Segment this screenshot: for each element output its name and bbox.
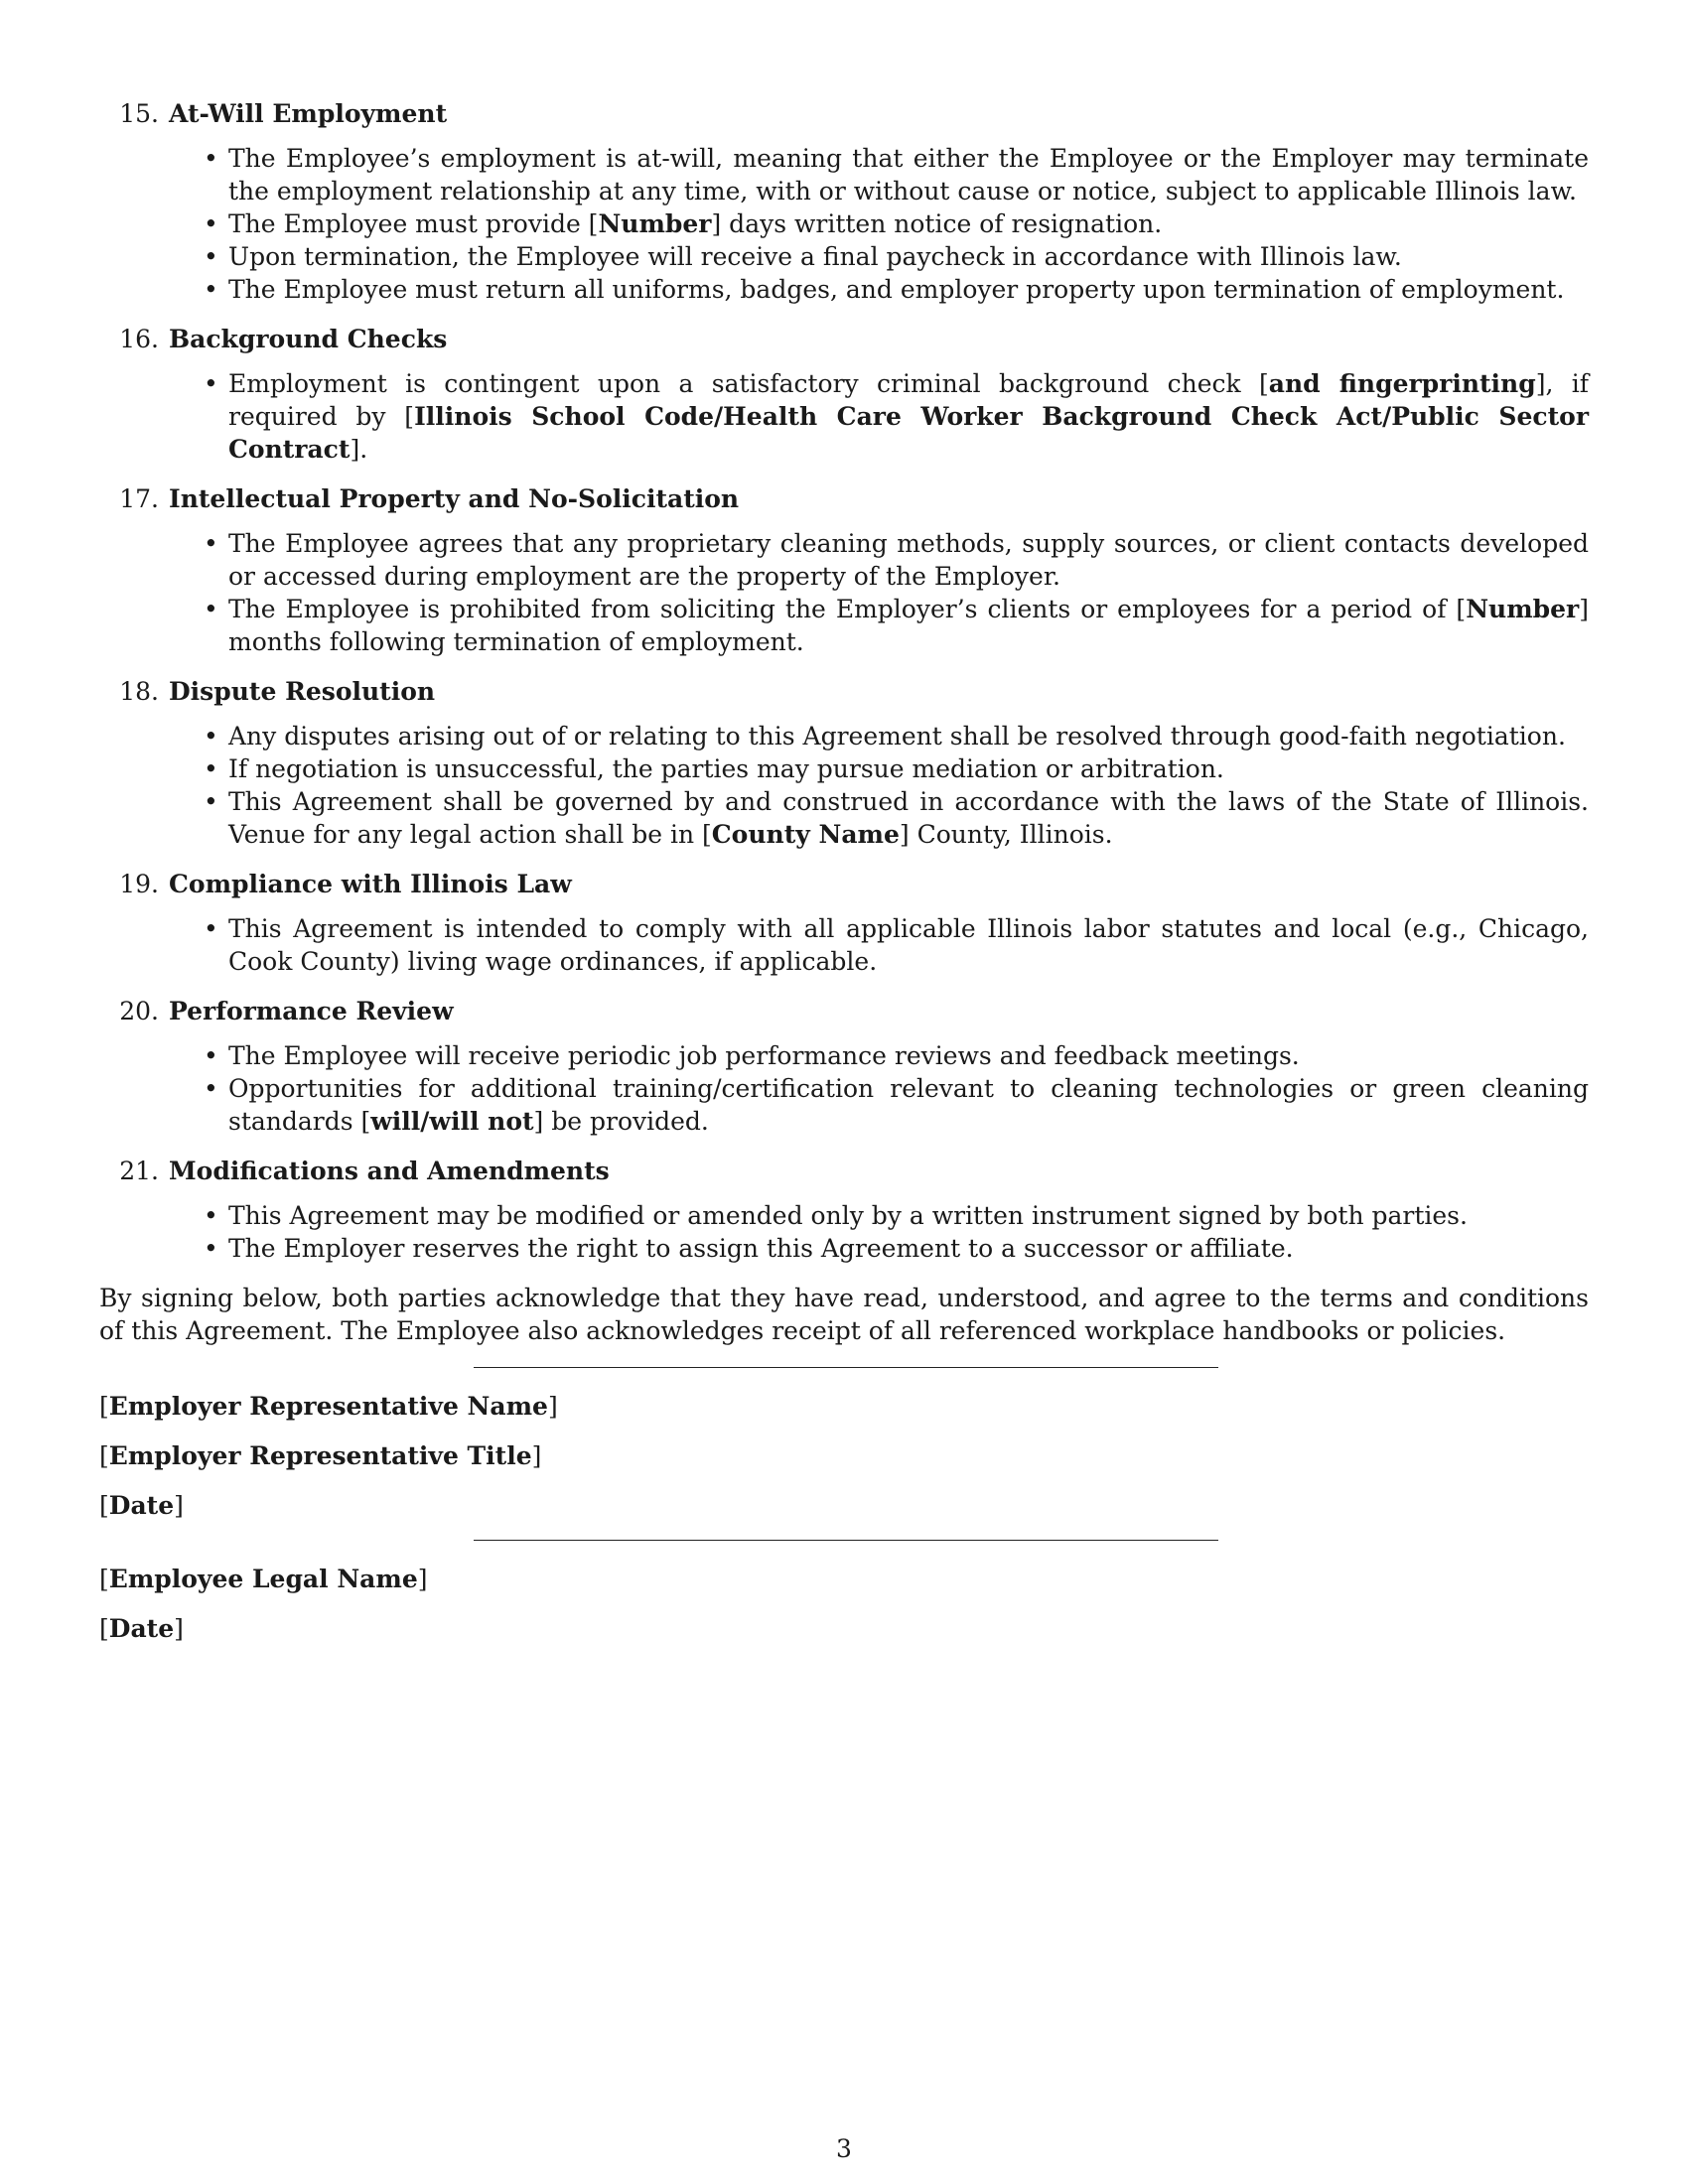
sections-container xyxy=(99,97,1589,1265)
employer-name-text: Employer Representative Name xyxy=(108,1392,548,1421)
employer-signature-line xyxy=(474,1367,1218,1368)
bullet-icon: • xyxy=(204,529,218,558)
section-number: 18. xyxy=(119,677,159,706)
closing-statement: By signing below, both parties acknowledge that they have read, understood, and agree to the terms and conditions of this Agreement. The Employee also acknowledges receipt of all referenced workplace handbooks or policies. xyxy=(99,1284,1589,1345)
section-heading xyxy=(99,868,1589,900)
clause-text: Employment is contingent upon a satisfactory criminal background check [ xyxy=(228,369,1269,398)
list-item xyxy=(204,240,1589,273)
bullet-list xyxy=(99,1039,1589,1138)
list-item xyxy=(204,1039,1589,1072)
clause-text: Opportunities for additional training/certification relevant to cleaning technologies or green cleaning standards [ xyxy=(228,1074,1589,1136)
clause-text: Any disputes arising out of or relating to this Agreement shall be resolved through good-faith negotiation. xyxy=(228,722,1566,751)
bullet-list xyxy=(99,912,1589,978)
clause-text: ] days written notice of resignation. xyxy=(711,209,1163,238)
document-page xyxy=(99,97,1589,1662)
bullet-icon: • xyxy=(204,787,218,816)
section xyxy=(99,675,1589,851)
section-heading xyxy=(99,482,1589,515)
section xyxy=(99,97,1589,306)
list-item xyxy=(204,142,1589,207)
section-title: Background Checks xyxy=(169,325,448,353)
bullet-icon: • xyxy=(204,369,218,398)
bullet-icon: • xyxy=(204,209,218,238)
section-title: Modifications and Amendments xyxy=(169,1157,610,1185)
section-heading xyxy=(99,675,1589,708)
clause-text: ] months following termination of employment. xyxy=(228,595,1589,656)
list-item xyxy=(204,1072,1589,1138)
list-item xyxy=(204,785,1589,851)
clause-text: This Agreement shall be governed by and construed in accordance with the laws of the State of Illinois. Venue for any legal action shall be in [ xyxy=(228,787,1589,849)
bullet-icon: • xyxy=(204,1201,218,1230)
bullet-icon: • xyxy=(204,144,218,173)
section-number: 21. xyxy=(119,1157,159,1185)
section-title: Intellectual Property and No-Solicitation xyxy=(169,484,740,513)
section-heading xyxy=(99,323,1589,355)
section-heading xyxy=(99,1155,1589,1187)
list-item xyxy=(204,1199,1589,1232)
list-item xyxy=(204,527,1589,593)
employer-date-text: Date xyxy=(108,1491,175,1520)
clause-text: If negotiation is unsuccessful, the parties may pursue mediation or arbitration. xyxy=(228,754,1224,783)
bullet-icon: • xyxy=(204,754,218,783)
clause-text: ], if required by [ xyxy=(228,369,1589,431)
section-heading xyxy=(99,97,1589,130)
placeholder-text: and fingerprinting xyxy=(1268,369,1536,398)
section-number: 17. xyxy=(119,484,159,513)
list-item xyxy=(204,207,1589,240)
bullet-icon: • xyxy=(204,275,218,304)
employee-signature-line xyxy=(474,1540,1218,1541)
employer-representative-name: [Employer Representative Name] xyxy=(99,1392,558,1421)
bullet-icon: • xyxy=(204,595,218,623)
clause-text: The Employee must provide [ xyxy=(228,209,599,238)
list-item xyxy=(204,912,1589,978)
clause-text: The Employee agrees that any proprietary cleaning methods, supply sources, or client contacts developed or accessed during employment are the property of the Employer. xyxy=(228,529,1589,591)
section xyxy=(99,868,1589,978)
section-title: Compliance with Illinois Law xyxy=(169,870,572,898)
employer-representative-title: [Employer Representative Title] xyxy=(99,1441,542,1470)
employer-title-text: Employer Representative Title xyxy=(108,1441,532,1470)
section xyxy=(99,323,1589,466)
clause-text: The Employee is prohibited from soliciting the Employer’s clients or employees for a period of [ xyxy=(228,595,1467,623)
list-item xyxy=(204,1232,1589,1265)
list-item xyxy=(204,273,1589,306)
list-item xyxy=(204,720,1589,752)
section-number: 20. xyxy=(119,997,159,1025)
clause-text: The Employee must return all uniforms, badges, and employer property upon termination of employment. xyxy=(228,275,1565,304)
employee-name-text: Employee Legal Name xyxy=(108,1565,418,1593)
list-item xyxy=(204,367,1589,466)
list-item xyxy=(204,593,1589,658)
bullet-list xyxy=(99,720,1589,851)
section xyxy=(99,1155,1589,1265)
bullet-icon: • xyxy=(204,914,218,943)
placeholder-text: County Name xyxy=(711,820,900,849)
bullet-icon: • xyxy=(204,1074,218,1103)
employee-date: [Date] xyxy=(99,1614,184,1643)
bullet-icon: • xyxy=(204,722,218,751)
section xyxy=(99,482,1589,658)
clause-text: The Employee will receive periodic job performance reviews and feedback meetings. xyxy=(228,1041,1300,1070)
clause-text: ] County, Illinois. xyxy=(899,820,1113,849)
placeholder-text: Number xyxy=(1466,595,1580,623)
clause-text: The Employer reserves the right to assign this Agreement to a successor or affiliate. xyxy=(228,1234,1294,1263)
section-number: 15. xyxy=(119,99,159,128)
clause-text: The Employee’s employment is at-will, meaning that either the Employee or the Employer may terminate the employment relationship at any time, with or without cause or notice, subject to applicable Illinois law. xyxy=(228,144,1589,205)
clause-text: ]. xyxy=(350,435,368,464)
section-heading xyxy=(99,995,1589,1027)
clause-text: This Agreement is intended to comply with all applicable Illinois labor statutes and local (e.g., Chicago, Cook County) living wage ordinances, if applicable. xyxy=(228,914,1589,976)
bullet-list xyxy=(99,142,1589,306)
section-title: At-Will Employment xyxy=(169,99,448,128)
clause-text: ] be provided. xyxy=(533,1107,709,1136)
placeholder-text: Illinois School Code/Health Care Worker Background Check Act/Public Sector Contract xyxy=(228,402,1589,464)
employee-legal-name: [Employee Legal Name] xyxy=(99,1565,428,1593)
employer-date: [Date] xyxy=(99,1491,184,1520)
bullet-icon: • xyxy=(204,1041,218,1070)
section-title: Performance Review xyxy=(169,997,454,1025)
bullet-list xyxy=(99,1199,1589,1265)
employee-date-text: Date xyxy=(108,1614,175,1643)
bullet-icon: • xyxy=(204,242,218,271)
placeholder-text: will/will not xyxy=(370,1107,534,1136)
bullet-list xyxy=(99,527,1589,658)
section-number: 16. xyxy=(119,325,159,353)
section-title: Dispute Resolution xyxy=(169,677,436,706)
list-item xyxy=(204,752,1589,785)
bullet-icon: • xyxy=(204,1234,218,1263)
clause-text: Upon termination, the Employee will receive a final paycheck in accordance with Illinois law. xyxy=(228,242,1402,271)
clause-text: This Agreement may be modified or amended only by a written instrument signed by both parties. xyxy=(228,1201,1468,1230)
placeholder-text: Number xyxy=(598,209,712,238)
bullet-list xyxy=(99,367,1589,466)
section-number: 19. xyxy=(119,870,159,898)
section xyxy=(99,995,1589,1138)
page-number: 3 xyxy=(836,2134,852,2163)
